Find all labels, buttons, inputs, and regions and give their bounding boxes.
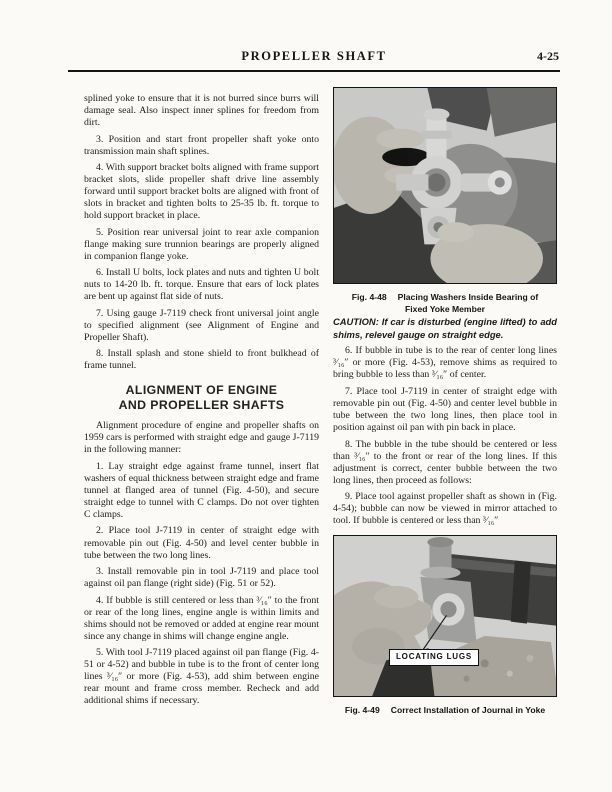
caution-note: CAUTION: If car is disturbed (engine lifted) to add shims, relevel gauge on straight edge. xyxy=(333,316,557,340)
continuation-paragraph: splined yoke to ensure that it is not burred since burrs will damage seal. Also inspect inner splines for freedom from dirt. xyxy=(84,93,319,129)
numbered-step: 2. Place tool J-7119 in center of straight edge with removable pin out (Fig. 4-50) and level center bubble in tube between the two long lines. xyxy=(84,525,319,561)
header-rule xyxy=(68,70,560,72)
numbered-step: 5. With tool J-7119 placed against oil pan flange (Fig. 4-51 or 4-52) and bubble in tube is to the front of center long lines ³⁄₁₆″ or more (Fig. 4-53), add shim between engine rear mount and frame cross member. Recheck and add additional shims if necessary. xyxy=(84,647,319,707)
page-header-title: PROPELLER SHAFT xyxy=(241,49,387,63)
left-column xyxy=(84,93,319,707)
page-number: 4-25 xyxy=(537,49,559,63)
journal-installation-photo-illustration xyxy=(334,536,556,696)
numbered-step: 8. The bubble in the tube should be centered or less than ³⁄₁₆″ to the front or rear of the long lines. If this adjustment is correct, center bubble between the two long lines, then proceed as follows: xyxy=(333,438,557,486)
figure-4-49-photo xyxy=(333,535,557,697)
section-heading xyxy=(84,383,319,413)
universal-joint-photo-illustration xyxy=(334,88,556,283)
numbered-step: 3. Position and start front propeller shaft yoke onto transmission main shaft splines. xyxy=(84,133,319,157)
figure-4-49-caption-text: Correct Installation of Journal in Yoke xyxy=(390,705,546,716)
section-heading-line1: ALIGNMENT OF ENGINE xyxy=(125,383,278,398)
numbered-step: 9. Place tool against propeller shaft as shown in (Fig. 4-54); bubble can now be viewed in mirror attached to tool. If bubble is centered or less than ³⁄₁₆″ xyxy=(333,491,557,527)
figure-4-49-caption xyxy=(333,704,557,716)
photo-annotation-locating-lugs: LOCATING LUGS xyxy=(389,649,479,666)
right-column xyxy=(333,87,557,716)
section-heading-line2: AND PROPELLER SHAFTS xyxy=(118,398,285,413)
numbered-step: 5. Position rear universal joint to rear axle companion flange making sure trunnion bearings are properly aligned in companion flange yoke. xyxy=(84,226,319,262)
figure-4-49-label: Fig. 4-49 xyxy=(344,705,380,716)
numbered-step: 6. Install U bolts, lock plates and nuts and tighten U bolt nuts to 14-20 lb. ft. torque. Ensure that ears of lock plates are bent up against flat side of nuts. xyxy=(84,267,319,303)
numbered-step: 3. Install removable pin in tool J-7119 and place tool against oil pan flange (right side) (Fig. 51 or 52). xyxy=(84,566,319,590)
numbered-step: 8. Install splash and stone shield to front bulkhead of frame tunnel. xyxy=(84,348,319,372)
alignment-intro-paragraph: Alignment procedure of engine and propeller shafts on 1959 cars is performed with straight edge and gauge J-7119 in the following manner: xyxy=(84,420,319,456)
figure-4-48-label: Fig. 4-48 xyxy=(351,292,387,302)
figure-4-48-caption-line1: Placing Washers Inside Bearing of xyxy=(397,292,539,302)
numbered-step: 4. With support bracket bolts aligned with frame support bracket slots, slide propeller shaft drive line assembly forward until support bracket bolts are aligned with front of slots in bracket and tighten bolts to 25-35 lb. ft. torque to hold support bracket in place. xyxy=(84,162,319,222)
numbered-step: 6. If bubble in tube is to the rear of center long lines ³⁄₁₆″ or more (Fig. 4-53), remove shims as required to bring bubble to less than ³⁄₁₆″ of center. xyxy=(333,345,557,381)
figure-4-48-caption xyxy=(333,291,557,315)
numbered-step: 7. Using gauge J-7119 check front universal joint angle to specified alignment (see Alignment of Engine and Propeller Shaft). xyxy=(84,307,319,343)
numbered-step: 1. Lay straight edge against frame tunnel, insert flat washers of equal thickness between straight edge and frame tunnel at flanged area of tunnel (Fig. 4-50), and secure straight edge to tunnel with C clamps. Do not over tighten C clamps. xyxy=(84,460,319,521)
figure-4-48-caption-line2: Fixed Yoke Member xyxy=(405,304,485,314)
figure-4-48-photo xyxy=(333,87,557,284)
numbered-step: 7. Place tool J-7119 in center of straight edge with removable pin out (Fig. 4-50) and center level bubble in tube between the two long lines, then place tool in position against oil pan with pin back in place. xyxy=(333,385,557,434)
numbered-step: 4. If bubble is still centered or less than ³⁄₁₆″ to the front or rear of the long lines, engine angle is within limits and shims should not be removed or added at engine rear mount since any change in shims will change engine angle. xyxy=(84,594,319,642)
